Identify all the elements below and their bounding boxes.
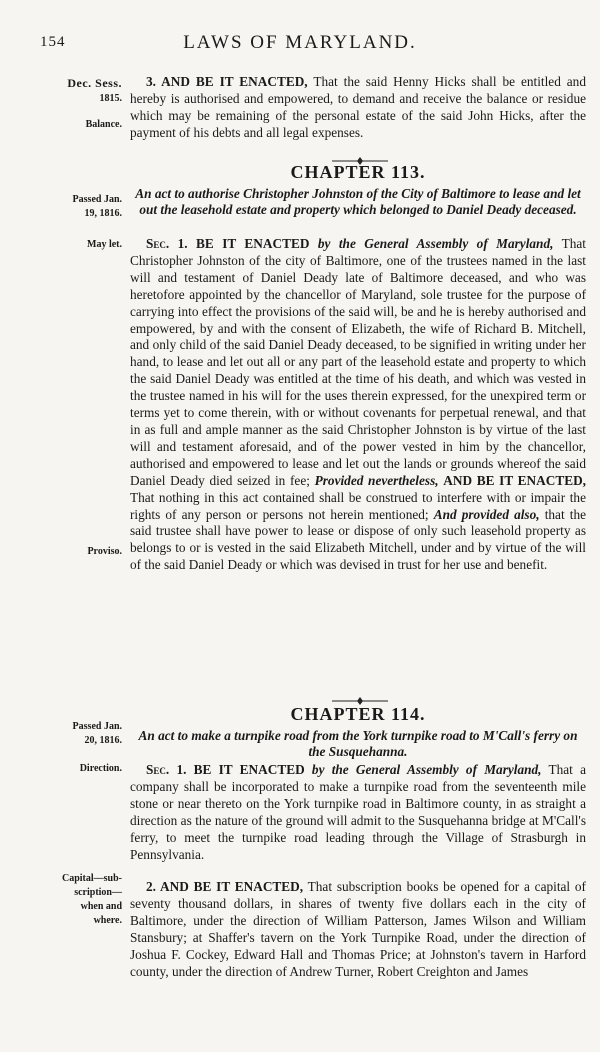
chapter-114-sec1-enacting: by the General Assembly of Maryland, <box>311 762 542 777</box>
chapter-114-margin-passed: Passed Jan. <box>72 721 122 732</box>
chapter-114-sec1-text: That a company shall be incorporated to make a turnpike road from the seventeenth mile stone or near thereto on the York turnpike road in Baltimore county, in as straight a direction as the nature of the ground will admit to the Susquehanna bridge at M'Call's ferry, to meet the turnpike road leading through the Village of Strasburgh in Pennsylvania. <box>130 762 587 862</box>
chapter-114-section-2 <box>130 879 586 980</box>
chapter-114-margin-direction: Direction. <box>79 763 122 774</box>
chapter-114-margin-capital-4: where. <box>93 915 122 926</box>
chapter-113-sec2-text-b: that the said trustee shall have power to lease or dispose of only such leasehold property as belongs to or is vested in the said Elizabeth Mitchell, under and by virtue of the will of the said Daniel Deady or which was devised in trust for her use and benefit. <box>130 506 586 573</box>
chapter-114-sec2-lead: 2. AND BE IT ENACTED, <box>146 879 304 894</box>
chapter-114-margin-date: 20, 1816. <box>84 735 122 746</box>
section-3-text: That the said Henny Hicks shall be entitled and hereby is authorised and empowered, to demand and receive the balance or residue which may be remaining of the personal estate of the said John Hicks, after the payment of his debts and all legal expenses. <box>130 74 586 140</box>
chapter-113-sec2-lead: AND BE IT ENACTED, <box>443 472 587 488</box>
page-number: 154 <box>40 34 66 50</box>
section-3-paragraph <box>130 74 586 142</box>
chapter-113-proviso: Provided nevertheless, <box>314 472 439 488</box>
chapter-113-sec1-text: That Christopher Johnston of the city of Baltimore, one of the trustees named in the last will and testament of Daniel Deady late of Baltimore deceased, and who was heretofore appointed by the chancellor of Maryland, sole trustee for the purpose of carrying into effect the provisions of the said will, be and he is hereby authorised and empowered, by and with the consent of Elizabeth, the wife of Richard B. Mitchell, and only child of the said Daniel Deady deceased, to be signified in writing under her hand, to lease and let out all or any part of the leasehold estate and property to which the said Daniel Deady was entitled at the time of his death, and which was vested in the trustee named in his will for the uses therein expressed, for the unexpired term or terms yet to come therein, with or without covenants for perpetual renewal, and that in as full and ample manner as the said Christopher Johnston is by virtue of the last will and testament aforesaid, and of the power vested in him by the chancellor, authorised and empowered to lease and let out the lands or grounds whereof the said Daniel Deady died seized in fee; <box>130 236 586 488</box>
chapter-113-title: CHAPTER 113. <box>290 162 426 182</box>
chapter-113-section-1 <box>130 236 586 574</box>
chapter-113-margin-may-let: May let. <box>87 239 122 250</box>
chapter-114-section-1 <box>130 762 586 863</box>
chapter-113-proviso-also: And provided also, <box>433 506 540 522</box>
margin-year: 1815. <box>99 93 122 104</box>
chapter-114-sec1-lead: Sec. 1. BE IT ENACTED <box>146 762 305 777</box>
chapter-113-margin-proviso: Proviso. <box>87 546 122 557</box>
chapter-113-margin-date: 19, 1816. <box>84 208 122 219</box>
section-3-lead: 3. AND BE IT ENACTED, <box>146 74 308 89</box>
chapter-113-margin-passed: Passed Jan. <box>72 194 122 205</box>
running-head: LAWS OF MARYLAND. <box>183 32 417 53</box>
margin-session: Dec. Sess. <box>67 76 122 90</box>
chapter-114-act-title: An act to make a turnpike road from the York turnpike road to M'Call's ferry on the Susquehanna. <box>138 728 578 759</box>
chapter-113-sec1-lead: Sec. 1. BE IT ENACTED <box>146 236 310 251</box>
margin-topic-balance: Balance. <box>85 119 122 130</box>
chapter-113-sec1-enacting: by the General Assembly of Maryland, <box>317 236 554 251</box>
chapter-114-margin-capital-3: when and <box>80 901 122 912</box>
chapter-114-sec2-text: That subscription books be opened for a capital of seventy thousand dollars, in shares of twenty five dollars each in the city of Baltimore, under the direction of William Patterson, James Wilson and William Stansbury; at Shaffer's tavern on the York Turnpike Road, under the direction of Joshua F. Cockey, Edward Hall and Thomas Price; at Johnston's tavern in Harford county, under the direction of Andrew Turner, Robert Creighton and James <box>130 879 586 979</box>
chapter-114-title: CHAPTER 114. <box>290 704 426 724</box>
chapter-113-act-title: An act to authorise Christopher Johnston of the City of Baltimore to lease and let out the leasehold estate and property which belonged to Daniel Deady deceased. <box>135 186 581 217</box>
chapter-113-sec2-text: That nothing in this act contained shall be construed to interfere with or impair the rights of any person or persons not herein mentioned; <box>130 489 586 522</box>
page-header <box>0 30 600 54</box>
chapter-114-margin-capital-2: scription— <box>74 887 122 898</box>
chapter-114-margin-capital-1: Capital—sub- <box>61 873 122 884</box>
